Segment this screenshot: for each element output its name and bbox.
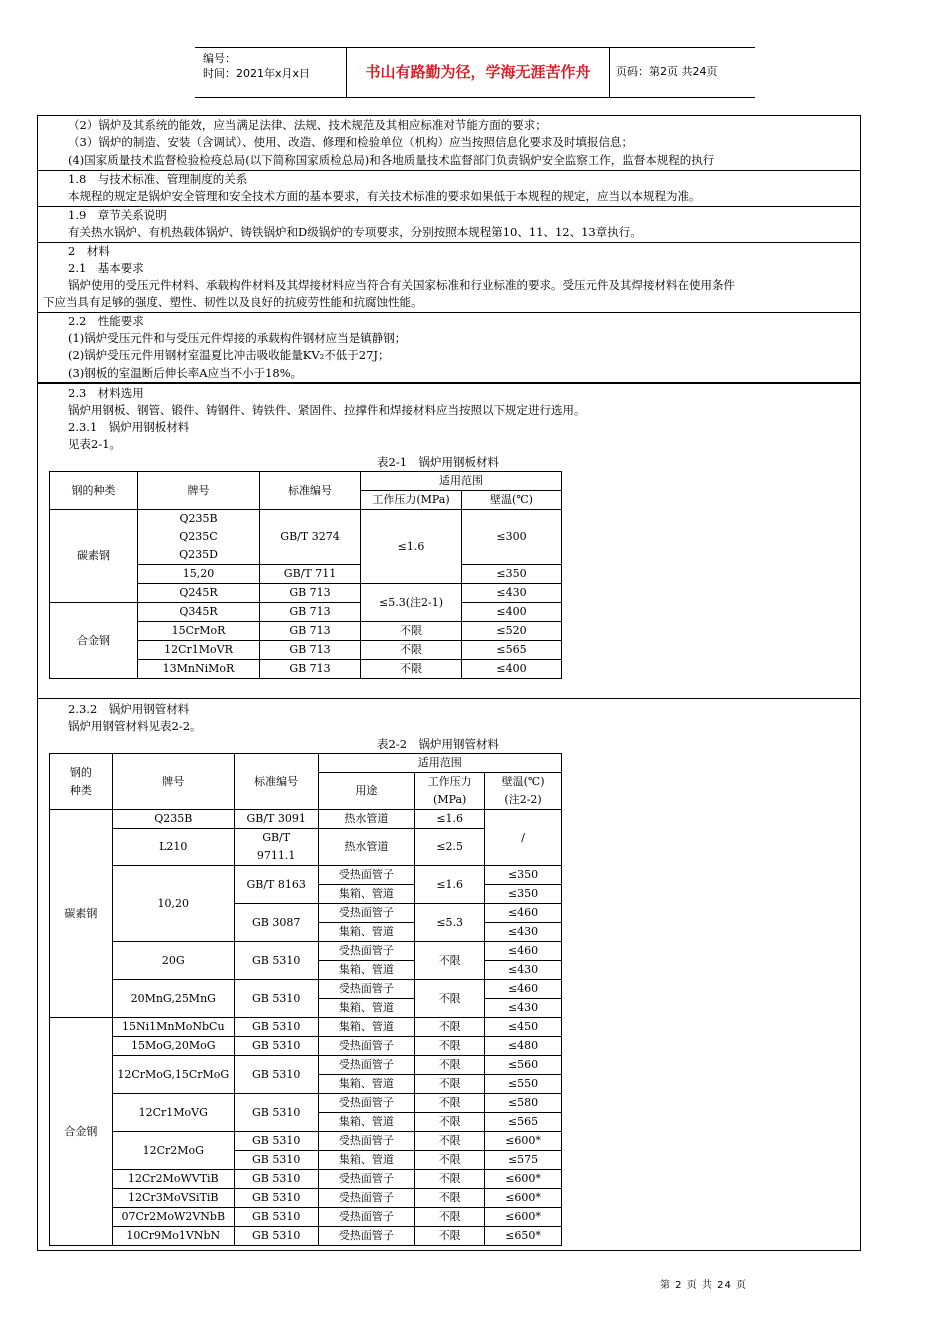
t1-r5-temp: ≤520 bbox=[462, 622, 562, 641]
para-1-9: 有关热水锅炉、有机热载体锅炉、铸铁锅炉和D级锅炉的专项要求，分别按照本规程第10、11、12、13章执行。 bbox=[68, 225, 642, 239]
t1-r7-grade: 13MnNiMoR bbox=[138, 660, 260, 679]
t2-c3-use1: 受热面管子 bbox=[318, 866, 415, 885]
t2-a4-pressure1: 不限 bbox=[415, 1094, 485, 1113]
t2-a8-use: 受热面管子 bbox=[318, 1208, 415, 1227]
t2-a1-temp: ≤450 bbox=[485, 1018, 562, 1037]
t1-r5-grade: 15CrMoR bbox=[138, 622, 260, 641]
document-body bbox=[37, 115, 861, 1249]
t2-c4-grade: 20G bbox=[112, 942, 234, 980]
page-header bbox=[195, 47, 755, 97]
t2-c3-use3: 受热面管子 bbox=[318, 904, 415, 923]
t1-r1-grade bbox=[138, 510, 260, 565]
t2-a4-temp1: ≤580 bbox=[485, 1094, 562, 1113]
t2-a8-std: GB 5310 bbox=[234, 1208, 318, 1227]
t2-a5-temp2: ≤575 bbox=[485, 1151, 562, 1170]
t2-c3-temp2: ≤350 bbox=[485, 885, 562, 904]
t2-header-pressure-a: 工作压力 bbox=[427, 775, 472, 788]
t2-c4-temp1: ≤460 bbox=[485, 942, 562, 961]
t2-c1-std: GB/T 3091 bbox=[234, 810, 318, 829]
t2-a6-std: GB 5310 bbox=[234, 1170, 318, 1189]
t1-r7-temp: ≤400 bbox=[462, 660, 562, 679]
t1-r6-pressure: 不限 bbox=[361, 641, 462, 660]
t2-a3-pressure1: 不限 bbox=[415, 1056, 485, 1075]
t1-r7-pressure: 不限 bbox=[361, 660, 462, 679]
header-motto: 书山有路勤为径，学海无涯苦作舟 bbox=[347, 47, 610, 97]
t2-header-temp bbox=[485, 773, 562, 810]
t2-c5-temp1: ≤460 bbox=[485, 980, 562, 999]
heading-2-3-2: 2.3.2 锅炉用钢管材料 bbox=[68, 702, 190, 716]
heading-2: 2 材料 bbox=[68, 244, 110, 258]
t2-a9-temp: ≤650* bbox=[485, 1227, 562, 1246]
t2-a3-grade: 12CrMoG,15CrMoG bbox=[112, 1056, 234, 1094]
t2-a4-use2: 集箱、管道 bbox=[318, 1113, 415, 1132]
t2-c5-use2: 集箱、管道 bbox=[318, 999, 415, 1018]
para-item-4: (4)国家质量技术监督检验检疫总局(以下简称国家质检总局)和各地质量技术监督部门负责锅炉安全监察工作，监督本规程的执行 bbox=[68, 153, 715, 167]
t1-r3-grade: Q245R bbox=[138, 584, 260, 603]
t1-r3-std: GB 713 bbox=[260, 584, 361, 603]
t2-a1-std: GB 5310 bbox=[234, 1018, 318, 1037]
t2-c4-temp2: ≤430 bbox=[485, 961, 562, 980]
t2-a1-grade: 15Ni1MnMoNbCu bbox=[112, 1018, 234, 1037]
t2-a1-use: 集箱、管道 bbox=[318, 1018, 415, 1037]
t2-header-range: 适用范围 bbox=[318, 754, 561, 773]
header-meta bbox=[195, 47, 347, 97]
para-2-3: 锅炉用钢板、钢管、锻件、铸钢件、铸铁件、紧固件、拉撑件和焊接材料应当按照以下规定进行选用。 bbox=[68, 403, 586, 417]
t2-c2-pressure: ≤2.5 bbox=[415, 829, 485, 866]
t2-a3-std: GB 5310 bbox=[234, 1056, 318, 1094]
t2-c3-std1: GB/T 8163 bbox=[234, 866, 318, 904]
t2-a9-std: GB 5310 bbox=[234, 1227, 318, 1246]
t1-r4-temp: ≤400 bbox=[462, 603, 562, 622]
t2-c1-grade: Q235B bbox=[112, 810, 234, 829]
header-page: 页码：第2页 共24页 bbox=[616, 65, 718, 78]
t1-header-pressure: 工作压力(MPa) bbox=[361, 491, 462, 510]
t2-carbon: 碳素钢 bbox=[50, 810, 113, 1018]
t2-a2-grade: 15MoG,20MoG bbox=[112, 1037, 234, 1056]
t1-r34-pressure: ≤5.3(注2-1) bbox=[361, 584, 462, 622]
t2-a4-pressure2: 不限 bbox=[415, 1113, 485, 1132]
t2-a5-temp1: ≤600* bbox=[485, 1132, 562, 1151]
t1-r6-grade: 12Cr1MoVR bbox=[138, 641, 260, 660]
t1-r4-std: GB 713 bbox=[260, 603, 361, 622]
t2-a3-temp2: ≤550 bbox=[485, 1075, 562, 1094]
para-2-2-1: (1)锅炉受压元件和与受压元件焊接的承载构件钢材应当是镇静钢； bbox=[68, 331, 407, 345]
t2-a4-temp2: ≤565 bbox=[485, 1113, 562, 1132]
heading-2-3: 2.3 材料选用 bbox=[68, 386, 144, 400]
t2-a9-pressure: 不限 bbox=[415, 1227, 485, 1246]
t2-c5-use1: 受热面管子 bbox=[318, 980, 415, 999]
t1-r7-std: GB 713 bbox=[260, 660, 361, 679]
t2-c3-std2: GB 3087 bbox=[234, 904, 318, 942]
t2-c2-std-a: GB/T bbox=[262, 831, 291, 844]
t2-a6-grade: 12Cr2MoWVTiB bbox=[112, 1170, 234, 1189]
t2-c2-use: 热水管道 bbox=[318, 829, 415, 866]
t1-header-grade: 牌号 bbox=[138, 472, 260, 510]
t1-r6-std: GB 713 bbox=[260, 641, 361, 660]
t1-r2-grade: 15,20 bbox=[138, 565, 260, 584]
t2-c2-std bbox=[234, 829, 318, 866]
t2-a7-grade: 12Cr3MoVSiTiB bbox=[112, 1189, 234, 1208]
t2-header-pressure-b: (MPa) bbox=[433, 793, 467, 806]
t1-r2-std: GB/T 711 bbox=[260, 565, 361, 584]
t1-header-type: 钢的种类 bbox=[50, 472, 138, 510]
t1-r1-std: GB/T 3274 bbox=[260, 510, 361, 565]
t2-a5-std2: GB 5310 bbox=[234, 1151, 318, 1170]
t2-a5-use2: 集箱、管道 bbox=[318, 1151, 415, 1170]
t2-a6-pressure: 不限 bbox=[415, 1170, 485, 1189]
t2-a1-pressure: 不限 bbox=[415, 1018, 485, 1037]
t2-a5-pressure2: 不限 bbox=[415, 1151, 485, 1170]
header-number: 编号： bbox=[203, 52, 236, 65]
t1-r1-grade-a: Q235B bbox=[179, 512, 218, 525]
t2-a5-std1: GB 5310 bbox=[234, 1132, 318, 1151]
t1-r1-temp: ≤300 bbox=[462, 510, 562, 565]
table1-caption: 表2-1 锅炉用钢板材料 bbox=[377, 455, 500, 469]
t1-r2-temp: ≤350 bbox=[462, 565, 562, 584]
t2-header-grade: 牌号 bbox=[112, 754, 234, 810]
t2-a5-use1: 受热面管子 bbox=[318, 1132, 415, 1151]
t2-a6-temp: ≤600* bbox=[485, 1170, 562, 1189]
t2-alloy: 合金钢 bbox=[50, 1018, 113, 1246]
heading-2-1: 2.1 基本要求 bbox=[68, 261, 144, 275]
table-2-1 bbox=[49, 471, 562, 679]
t2-a3-use1: 受热面管子 bbox=[318, 1056, 415, 1075]
t2-c3-temp1: ≤350 bbox=[485, 866, 562, 885]
t2-c3-temp4: ≤430 bbox=[485, 923, 562, 942]
t2-a8-grade: 07Cr2MoW2VNbB bbox=[112, 1208, 234, 1227]
t1-carbon: 碳素钢 bbox=[50, 510, 138, 603]
t2-header-temp-b: (注2-2) bbox=[504, 793, 542, 806]
t2-c1-use: 热水管道 bbox=[318, 810, 415, 829]
t2-c4-std: GB 5310 bbox=[234, 942, 318, 980]
t1-alloy: 合金钢 bbox=[50, 603, 138, 679]
t2-a3-pressure2: 不限 bbox=[415, 1075, 485, 1094]
para-2-1-a: 锅炉使用的受压元件材料、承载构件材料及其焊接材料应当符合有关国家标准和行业标准的要求。受压元件及其焊接材料在使用条件 bbox=[68, 278, 735, 292]
t2-a2-std: GB 5310 bbox=[234, 1037, 318, 1056]
t2-c4-use2: 集箱、管道 bbox=[318, 961, 415, 980]
t2-header-std: 标准编号 bbox=[234, 754, 318, 810]
t2-a3-use2: 集箱、管道 bbox=[318, 1075, 415, 1094]
t1-header-range: 适用范围 bbox=[361, 472, 562, 491]
table-2-2 bbox=[49, 753, 562, 1246]
t1-r5-std: GB 713 bbox=[260, 622, 361, 641]
t1-header-std: 标准编号 bbox=[260, 472, 361, 510]
heading-2-3-1: 2.3.1 锅炉用钢板材料 bbox=[68, 420, 190, 434]
t2-c3-temp3: ≤460 bbox=[485, 904, 562, 923]
t2-a4-use1: 受热面管子 bbox=[318, 1094, 415, 1113]
t2-c3-use2: 集箱、管道 bbox=[318, 885, 415, 904]
t2-a9-use: 受热面管子 bbox=[318, 1227, 415, 1246]
para-2-1-b: 下应当具有足够的强度、塑性、韧性以及良好的抗疲劳性能和抗腐蚀性能。 bbox=[43, 295, 423, 309]
t2-a4-std: GB 5310 bbox=[234, 1094, 318, 1132]
t2-header-use: 用途 bbox=[318, 773, 415, 810]
t2-a7-std: GB 5310 bbox=[234, 1189, 318, 1208]
t2-a9-grade: 10Cr9Mo1VNbN bbox=[112, 1227, 234, 1246]
t1-r1-grade-b: Q235C bbox=[179, 530, 218, 543]
heading-2-2: 2.2 性能要求 bbox=[68, 314, 144, 328]
t2-c3-grade: 10,20 bbox=[112, 866, 234, 942]
t2-c3-use4: 集箱、管道 bbox=[318, 923, 415, 942]
t2-a4-grade: 12Cr1MoVG bbox=[112, 1094, 234, 1132]
t1-r5-pressure: 不限 bbox=[361, 622, 462, 641]
t2-header-type-a: 钢的 bbox=[69, 765, 92, 779]
t2-a7-temp: ≤600* bbox=[485, 1189, 562, 1208]
para-1-8: 本规程的规定是锅炉安全管理和安全技术方面的基本要求，有关技术标准的要求如果低于本规程的规定，应当以本规程为准。 bbox=[68, 189, 701, 203]
t1-r1-grade-c: Q235D bbox=[179, 548, 218, 561]
t2-header-type-b: 种类 bbox=[69, 783, 92, 797]
t2-header-type bbox=[50, 754, 113, 810]
t2-c3-pressure2: ≤5.3 bbox=[415, 904, 485, 942]
t2-c2-grade: L210 bbox=[112, 829, 234, 866]
t2-a6-use: 受热面管子 bbox=[318, 1170, 415, 1189]
t2-c4-pressure: 不限 bbox=[415, 942, 485, 980]
t1-r4-grade: Q345R bbox=[138, 603, 260, 622]
t1-r3-temp: ≤430 bbox=[462, 584, 562, 603]
para-2-2-3: (3)钢板的室温断后伸长率A应当不小于18%。 bbox=[68, 366, 303, 380]
t2-c12-temp: / bbox=[485, 810, 562, 866]
t2-a2-temp: ≤480 bbox=[485, 1037, 562, 1056]
para-item-3: （3）锅炉的制造、安装（含调试）、使用、改造、修理和检验单位（机构）应当按照信息化要求及时填报信息； bbox=[68, 135, 634, 149]
header-time: 时间：2021年x月x日 bbox=[203, 67, 311, 80]
t2-a5-grade: 12Cr2MoG bbox=[112, 1132, 234, 1170]
t2-a5-pressure1: 不限 bbox=[415, 1132, 485, 1151]
t2-a3-temp1: ≤560 bbox=[485, 1056, 562, 1075]
t2-a8-pressure: 不限 bbox=[415, 1208, 485, 1227]
t2-c2-std-b: 9711.1 bbox=[256, 849, 296, 862]
page-footer: 第 2 页 共 24 页 bbox=[660, 1280, 747, 1291]
t2-c5-pressure: 不限 bbox=[415, 980, 485, 1018]
t2-header-pressure bbox=[415, 773, 485, 810]
t2-c4-use1: 受热面管子 bbox=[318, 942, 415, 961]
t2-c5-std: GB 5310 bbox=[234, 980, 318, 1018]
t2-header-temp-a: 壁温(℃) bbox=[501, 775, 545, 788]
table2-caption: 表2-2 锅炉用钢管材料 bbox=[377, 737, 500, 751]
t2-c1-pressure: ≤1.6 bbox=[415, 810, 485, 829]
t2-a8-temp: ≤600* bbox=[485, 1208, 562, 1227]
t1-r6-temp: ≤565 bbox=[462, 641, 562, 660]
heading-1-8: 1.8 与技术标准、管理制度的关系 bbox=[68, 172, 248, 186]
para-2-3-1: 见表2-1。 bbox=[68, 437, 122, 451]
t2-a2-use: 受热面管子 bbox=[318, 1037, 415, 1056]
t2-a7-pressure: 不限 bbox=[415, 1189, 485, 1208]
para-2-3-2: 锅炉用钢管材料见表2-2。 bbox=[68, 719, 202, 733]
t2-a2-pressure: 不限 bbox=[415, 1037, 485, 1056]
para-2-2-2: (2)锅炉受压元件用钢材室温夏比冲击吸收能量KV₂不低于27J； bbox=[68, 348, 390, 362]
t2-c3-pressure1: ≤1.6 bbox=[415, 866, 485, 904]
t1-r1-pressure: ≤1.6 bbox=[361, 510, 462, 584]
heading-1-9: 1.9 章节关系说明 bbox=[68, 208, 167, 222]
t2-c5-grade: 20MnG,25MnG bbox=[112, 980, 234, 1018]
t2-a7-use: 受热面管子 bbox=[318, 1189, 415, 1208]
t1-header-temp: 壁温(℃) bbox=[462, 491, 562, 510]
t2-c5-temp2: ≤430 bbox=[485, 999, 562, 1018]
para-item-2: （2）锅炉及其系统的能效，应当满足法律、法规、技术规范及其相应标准对节能方面的要求； bbox=[68, 118, 547, 132]
